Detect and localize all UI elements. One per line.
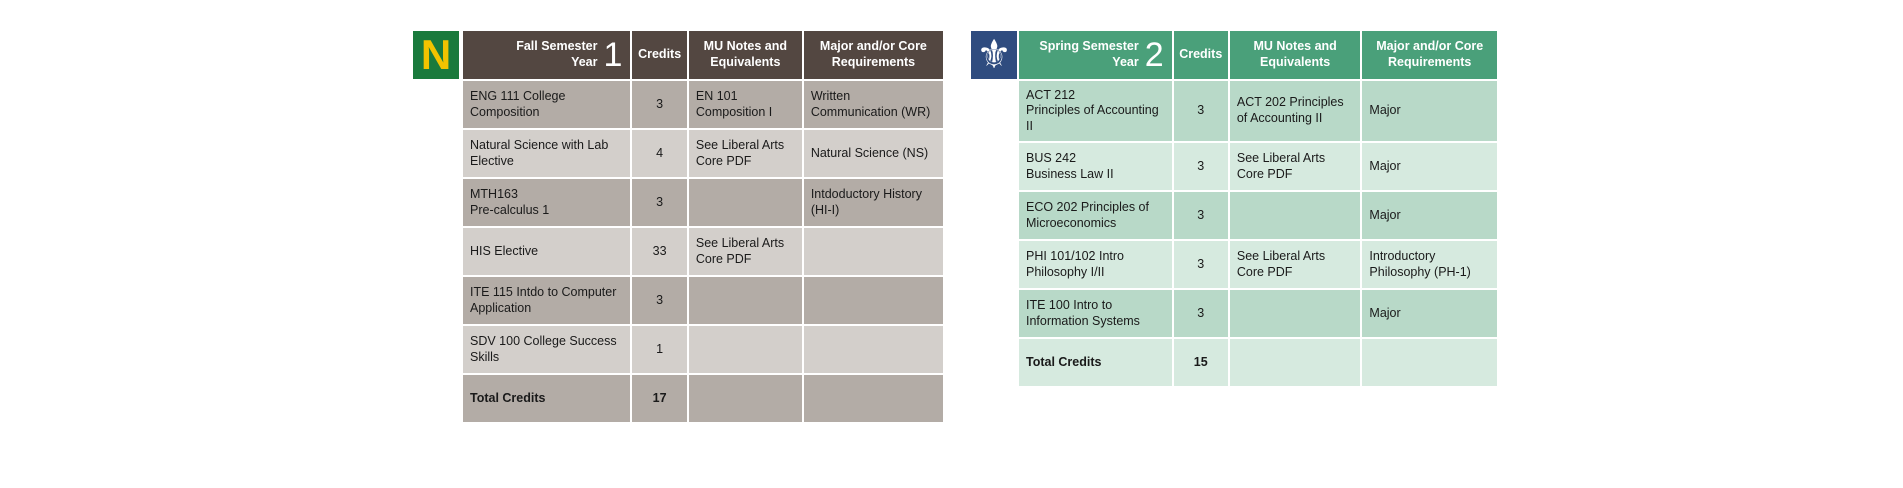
fleur-de-lis-logo [971, 31, 1017, 79]
mu-notes-cell [689, 179, 802, 226]
course-row [463, 277, 943, 324]
course-name-cell: SDV 100 College Success Skills [463, 326, 630, 373]
year-number: 2 [1144, 36, 1164, 74]
course-name-cell: ITE 115 Intdo to Computer Application [463, 277, 630, 324]
requirement-cell: Natural Science (NS) [804, 130, 943, 177]
course-name-cell: PHI 101/102 Intro Philosophy I/II [1019, 241, 1172, 288]
year-label: Year [571, 55, 598, 69]
course-row [1019, 143, 1497, 190]
course-row [463, 130, 943, 177]
spring-semester-table [1017, 29, 1499, 388]
course-name-cell: ENG 111 College Composition [463, 81, 630, 128]
spring-semester-header [1019, 31, 1172, 79]
requirement-cell [804, 228, 943, 275]
total-row [463, 375, 943, 422]
course-name-cell: BUS 242 Business Law II [1019, 143, 1172, 190]
university-logo-n [413, 31, 459, 79]
mu-notes-cell [689, 326, 802, 373]
requirement-cell: Written Communication (WR) [804, 81, 943, 128]
empty-cell [1362, 339, 1497, 386]
mu-notes-cell [689, 277, 802, 324]
total-credits-value: 17 [632, 375, 686, 422]
notes-header: MU Notes and Equivalents [1230, 31, 1361, 79]
credits-cell: 3 [632, 277, 686, 324]
requirement-cell: Introductory Philosophy (PH-1) [1362, 241, 1497, 288]
course-row [463, 326, 943, 373]
course-name-cell: Natural Science with Lab Elective [463, 130, 630, 177]
fall-semester-header [463, 31, 630, 79]
requirement-cell: Major [1362, 81, 1497, 141]
course-name-cell: HIS Elective [463, 228, 630, 275]
empty-cell [804, 375, 943, 422]
credits-cell: 3 [1174, 290, 1228, 337]
fleur-de-lis-icon: ⚜ [976, 33, 1012, 77]
course-name-cell: MTH163 Pre-calculus 1 [463, 179, 630, 226]
mu-notes-cell [1230, 192, 1361, 239]
mu-notes-cell: See Liberal Arts Core PDF [689, 228, 802, 275]
requirement-cell [804, 326, 943, 373]
fall-semester-table [461, 29, 945, 424]
requirement-cell [804, 277, 943, 324]
course-name-cell: ACT 212 Principles of Accounting II [1019, 81, 1172, 141]
requirement-cell: Intdoductory History (HI-I) [804, 179, 943, 226]
credits-cell: 4 [632, 130, 686, 177]
course-row [1019, 241, 1497, 288]
semester-label: Spring Semester [1039, 39, 1139, 54]
mu-notes-cell: See Liberal Arts Core PDF [1230, 143, 1361, 190]
logo-letter: N [420, 31, 452, 78]
credits-cell: 3 [632, 179, 686, 226]
course-row [463, 228, 943, 275]
credits-cell: 3 [632, 81, 686, 128]
mu-notes-cell: EN 101 Composition I [689, 81, 802, 128]
requirement-cell: Major [1362, 290, 1497, 337]
course-name-cell: ITE 100 Intro to Information Systems [1019, 290, 1172, 337]
requirement-cell: Major [1362, 192, 1497, 239]
course-row [1019, 290, 1497, 337]
credits-cell: 33 [632, 228, 686, 275]
fall-header-row [463, 31, 943, 79]
semester-label: Fall Semester [516, 39, 598, 54]
total-credits-label: Total Credits [463, 375, 630, 422]
course-row [1019, 81, 1497, 141]
mu-notes-cell: See Liberal Arts Core PDF [689, 130, 802, 177]
credits-cell: 3 [1174, 143, 1228, 190]
credits-header: Credits [632, 31, 686, 79]
credits-cell: 3 [1174, 241, 1228, 288]
requirements-header: Major and/or Core Requirements [1362, 31, 1497, 79]
year-number: 1 [603, 36, 623, 74]
total-row [1019, 339, 1497, 386]
mu-notes-cell: See Liberal Arts Core PDF [1230, 241, 1361, 288]
course-row [463, 81, 943, 128]
course-name-cell: ECO 202 Principles of Microeconomics [1019, 192, 1172, 239]
course-row [463, 179, 943, 226]
requirements-header: Major and/or Core Requirements [804, 31, 943, 79]
mu-notes-cell [1230, 290, 1361, 337]
requirement-cell: Major [1362, 143, 1497, 190]
credits-header: Credits [1174, 31, 1228, 79]
notes-header: MU Notes and Equivalents [689, 31, 802, 79]
total-credits-label: Total Credits [1019, 339, 1172, 386]
total-credits-value: 15 [1174, 339, 1228, 386]
course-row [1019, 192, 1497, 239]
empty-cell [1230, 339, 1361, 386]
year-label: Year [1112, 55, 1139, 69]
spring-header-row [1019, 31, 1497, 79]
credits-cell: 1 [632, 326, 686, 373]
credits-cell: 3 [1174, 192, 1228, 239]
empty-cell [689, 375, 802, 422]
credits-cell: 3 [1174, 81, 1228, 141]
mu-notes-cell: ACT 202 Principles of Accounting II [1230, 81, 1361, 141]
